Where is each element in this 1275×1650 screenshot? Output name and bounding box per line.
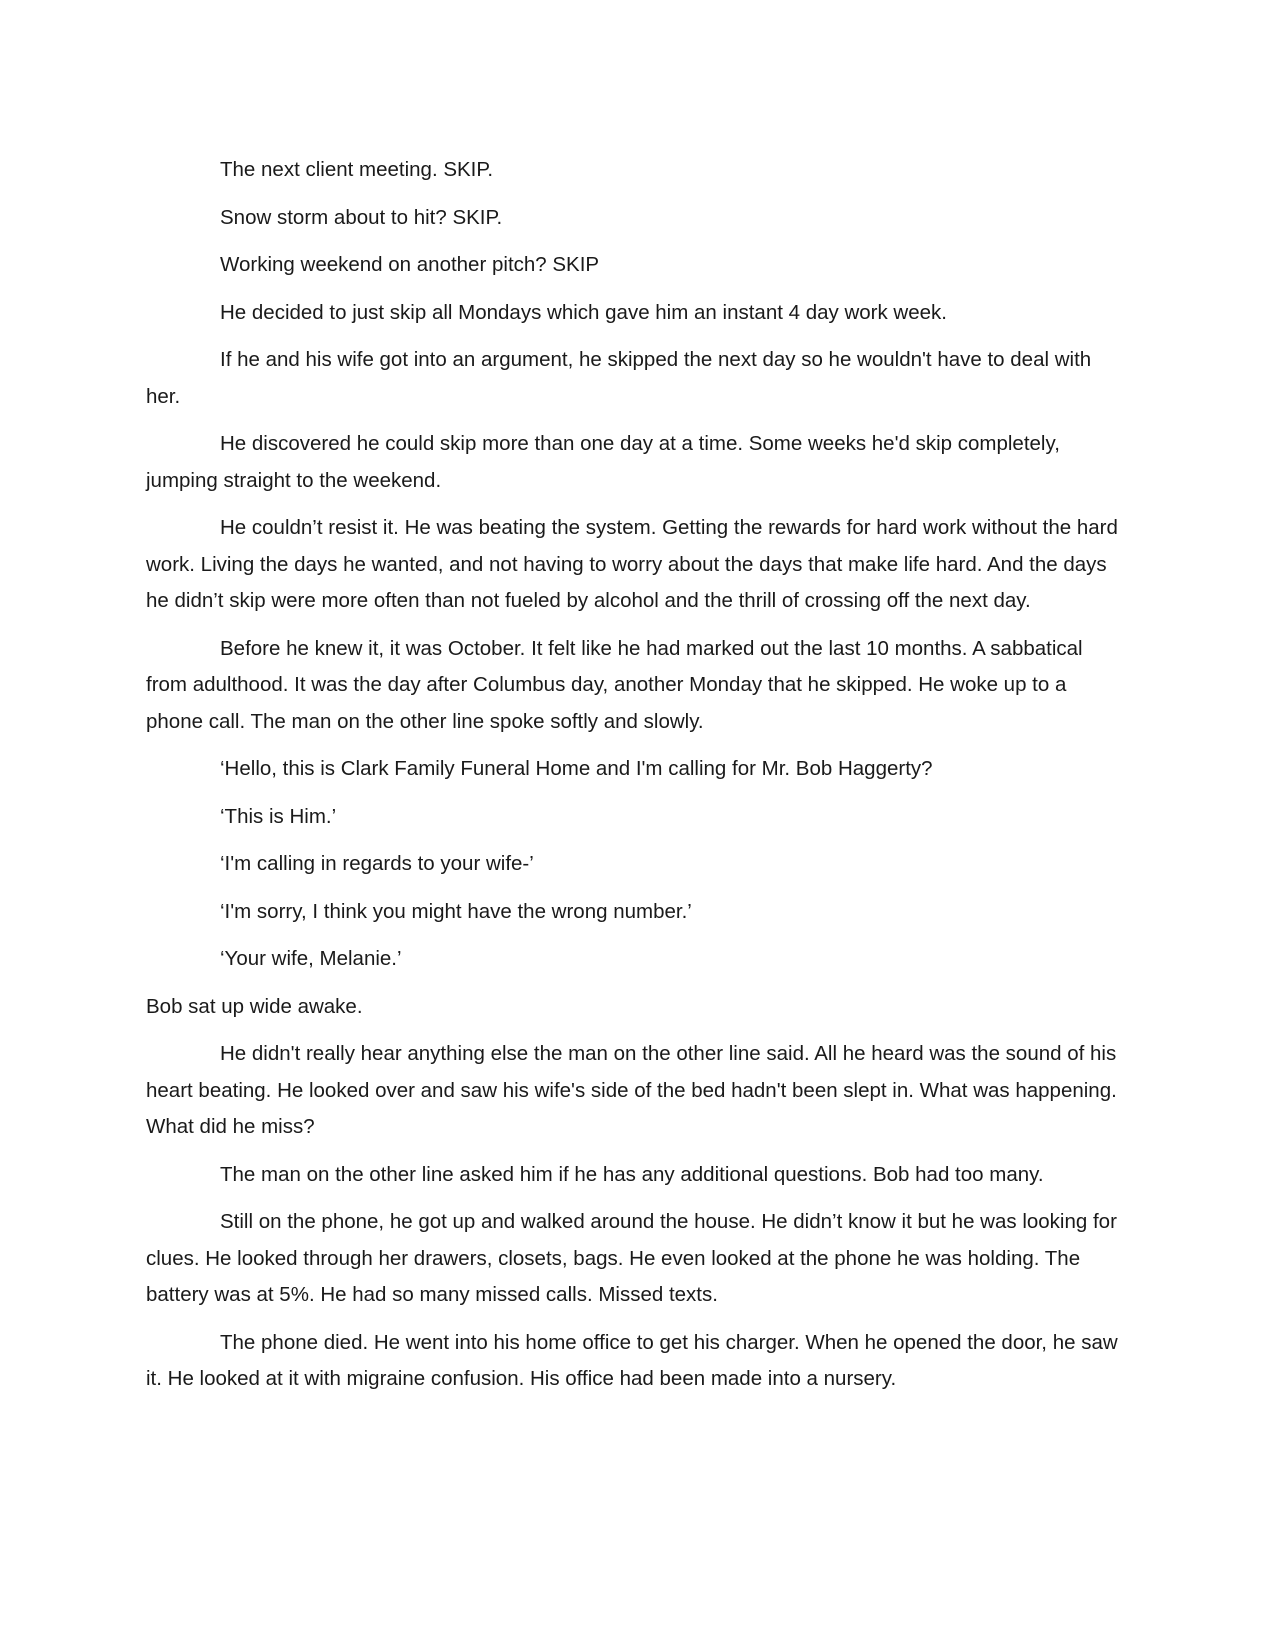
dialogue-line: ‘Your wife, Melanie.’ [220, 947, 402, 970]
paragraph: Snow storm about to hit? SKIP. [220, 205, 503, 229]
dialogue-line: ‘This is Him.’ [220, 804, 337, 828]
document-body [146, 152, 1126, 1409]
paragraph: If he and his wife got into an argument, he skipped the next day so he wouldn't have to deal with her. [146, 348, 1092, 408]
paragraph: The next client meeting. SKIP. [220, 158, 494, 181]
paragraph: Still on the phone, he got up and walked around the house. He didn’t know it but he was looking for clues. He looked through her drawers, closets, bags. He even looked at the phone he was holding. The battery was at 5%. He had so many missed calls. Missed texts. [146, 1210, 1117, 1306]
paragraph: He couldn’t resist it. He was beating the system. Getting the rewards for hard work without the hard work. Living the days he wanted, and not having to worry about the days that make life hard. And the days he didn’t skip were more often than not fueled by alcohol and the thrill of crossing off the next day. [146, 516, 1118, 612]
dialogue-line: ‘Hello, this is Clark Family Funeral Home and I'm calling for Mr. Bob Haggerty? [220, 757, 933, 780]
dialogue-line: ‘I'm sorry, I think you might have the wrong number.’ [220, 899, 692, 923]
paragraph: The phone died. He went into his home office to get his charger. When he opened the door, he saw it. He looked at it with migraine confusion. His office had been made into a nursery. [146, 1330, 1118, 1390]
dialogue-line: ‘I'm calling in regards to your wife-’ [220, 852, 534, 875]
paragraph: Before he knew it, it was October. It felt like he had marked out the last 10 months. A sabbatical from adulthood. It was the day after Columbus day, another Monday that he skipped. He woke up to a phone call. The man on the other line spoke softly and slowly. [146, 636, 1083, 733]
paragraph: The man on the other line asked him if he has any additional questions. Bob had too many. [220, 1162, 1044, 1186]
paragraph: He decided to just skip all Mondays which gave him an instant 4 day work week. [220, 300, 947, 324]
paragraph: Working weekend on another pitch? SKIP [220, 253, 600, 276]
paragraph: He discovered he could skip more than one day at a time. Some weeks he'd skip completely, jumping straight to the weekend. [146, 432, 1060, 492]
paragraph: He didn't really hear anything else the man on the other line said. All he heard was the sound of his heart beating. He looked over and saw his wife's side of the bed hadn't been slept in. What was happening. What did he miss? [146, 1042, 1117, 1138]
paragraph: Bob sat up wide awake. [146, 994, 363, 1018]
